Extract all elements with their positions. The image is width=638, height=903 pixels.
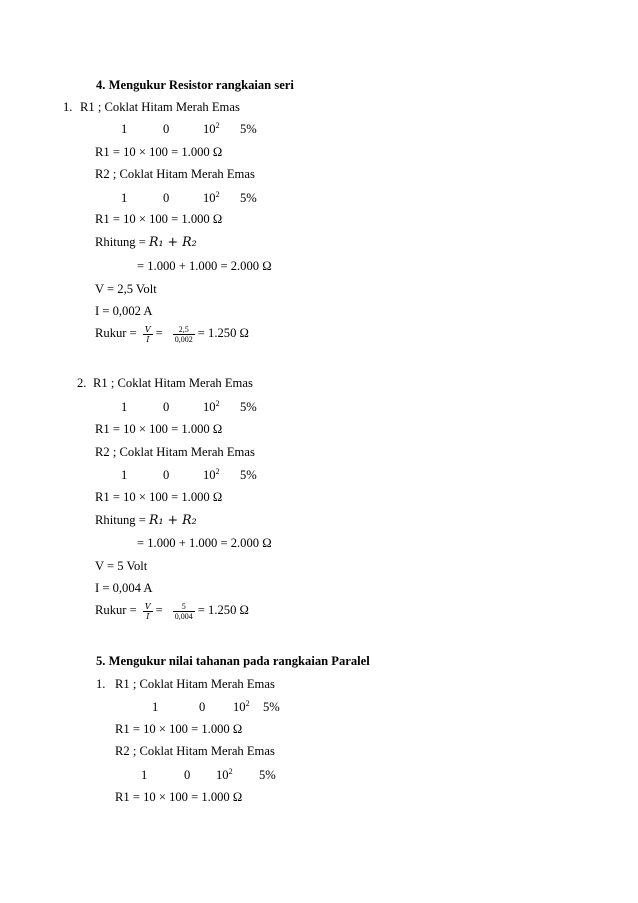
fraction-v-over-i: $\frac{V}{I}$ [144, 601, 151, 621]
rhitung-formula: Rhitung = R₁ + R₂ [95, 512, 197, 527]
band-code: 1 [121, 468, 128, 482]
band-code: $10^2$ [203, 467, 220, 482]
band-code: 5% [240, 400, 257, 414]
band-code: 0 [163, 122, 170, 136]
band-code: $10^2$ [203, 121, 220, 136]
band-code: 1 [121, 400, 128, 414]
band-code: 0 [184, 768, 191, 782]
band-code: $10^2$ [216, 767, 233, 782]
r2-color-bands: R2 ; Coklat Hitam Merah Emas [115, 744, 275, 758]
band-code: 1 [121, 191, 128, 205]
band-code: 1 [141, 768, 148, 782]
band-code: 0 [163, 191, 170, 205]
voltage-value: V = 2,5 Volt [95, 282, 157, 296]
band-code: 1 [152, 700, 159, 714]
band-code: $10^2$ [203, 399, 220, 414]
item-number: 1. [96, 677, 106, 691]
section-4-heading: 4. Mengukur Resistor rangkaian seri [96, 78, 294, 92]
r1-calculation: R1 = 10 × 100 = 1.000 Ω [115, 722, 243, 736]
rhitung-value: = 1.000 + 1.000 = 2.000 Ω [137, 536, 272, 550]
rhitung-value: = 1.000 + 1.000 = 2.000 Ω [137, 259, 272, 273]
item-number: 2. [77, 376, 87, 390]
r1-color-bands: R1 ; Coklat Hitam Merah Emas [115, 677, 275, 691]
current-value: I = 0,004 A [95, 581, 153, 595]
band-code: 1 [121, 122, 128, 136]
r2-calculation: R1 = 10 × 100 = 1.000 Ω [95, 490, 223, 504]
band-code: 5% [240, 122, 257, 136]
rukur-formula: Rukur = $\frac{V}{I}$ = $\frac{5}{0,004}$ = 1.250 Ω [95, 601, 249, 621]
voltage-value: V = 5 Volt [95, 559, 148, 573]
band-code: 5% [259, 768, 276, 782]
fraction-values: $\frac{5}{0,004}$ [174, 601, 193, 621]
band-code: $10^2$ [203, 190, 220, 205]
r1-calculation: R1 = 10 × 100 = 1.000 Ω [95, 422, 223, 436]
rhitung-formula: Rhitung = R₁ + R₂ [95, 234, 197, 249]
section-5-heading: 5. Mengukur nilai tahanan pada rangkaian Paralel [96, 654, 370, 668]
band-code: 0 [163, 468, 170, 482]
rukur-formula: Rukur = $\frac{V}{I}$ = $\frac{2,5}{0,002}$ = 1.250 Ω [95, 324, 249, 344]
band-code: 5% [240, 468, 257, 482]
current-value: I = 0,002 A [95, 304, 153, 318]
band-code: $10^2$ [233, 699, 250, 714]
band-code: 0 [199, 700, 206, 714]
fraction-values: $\frac{2,5}{0,002}$ [174, 324, 193, 344]
band-code: 5% [240, 191, 257, 205]
fraction-v-over-i: $\frac{V}{I}$ [144, 324, 151, 344]
r1-calculation: R1 = 10 × 100 = 1.000 Ω [95, 145, 223, 159]
r1-color-bands: R1 ; Coklat Hitam Merah Emas [80, 100, 240, 114]
r2-calculation: R1 = 10 × 100 = 1.000 Ω [95, 212, 223, 226]
r1-color-bands: R1 ; Coklat Hitam Merah Emas [93, 376, 253, 390]
item-number: 1. [63, 100, 73, 114]
band-code: 0 [163, 400, 170, 414]
r2-calculation: R1 = 10 × 100 = 1.000 Ω [115, 790, 243, 804]
r2-color-bands: R2 ; Coklat Hitam Merah Emas [95, 445, 255, 459]
r2-color-bands: R2 ; Coklat Hitam Merah Emas [95, 167, 255, 181]
band-code: 5% [263, 700, 280, 714]
